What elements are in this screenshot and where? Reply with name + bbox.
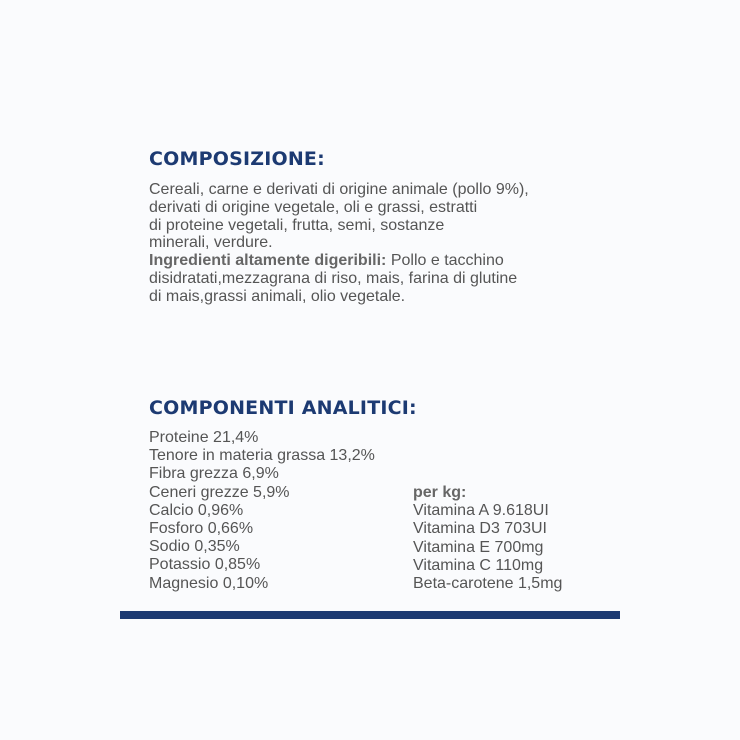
highlight-line [149, 252, 609, 270]
highlight-text: Pollo e tacchino [386, 252, 504, 270]
highlight-line: di mais,grassi animali, olio vegetale. [149, 287, 406, 305]
composition-line: Cereali, carne e derivati di origine animale (pollo 9%), [149, 181, 529, 198]
analytic-item: Proteine 21,4% [149, 429, 259, 446]
composition-line: minerali, verdure. [149, 234, 273, 252]
composition-text [149, 181, 609, 306]
composition-heading: COMPOSIZIONE: [149, 148, 325, 170]
vitamin-item: Beta-carotene 1,5mg [413, 575, 563, 593]
analytic-item: Calcio 0,96% [149, 501, 244, 519]
analytic-item: Tenore in materia grassa 13,2% [149, 447, 375, 465]
per-kg-label: per kg: [413, 484, 467, 501]
analytic-item: Fibra grezza 6,9% [149, 465, 279, 483]
vitamin-item: Vitamina A 9.618UI [413, 502, 549, 520]
analytic-list [149, 429, 375, 593]
vitamin-item: Vitamina E 700mg [413, 538, 544, 556]
vitamin-list [413, 484, 562, 593]
composition-line: derivati di origine vegetale, oli e grassi, estratti [149, 198, 478, 216]
analytic-heading: COMPONENTI ANALITICI: [149, 397, 417, 419]
analytic-item: Ceneri grezze 5,9% [149, 483, 290, 501]
analytic-item: Potassio 0,85% [149, 556, 261, 574]
analytic-item: Sodio 0,35% [149, 538, 240, 556]
highlight-label: Ingredienti altamente digeribili: [149, 252, 387, 270]
analytic-item: Magnesio 0,10% [149, 574, 269, 592]
vitamin-item: Vitamina D3 703UI [413, 520, 547, 538]
composition-line: di proteine vegetali, frutta, semi, sostanze [149, 216, 445, 234]
highlight-line: disidratati,mezzagrana di riso, mais, farina di glutine [149, 269, 518, 287]
bottom-divider [120, 611, 620, 619]
vitamin-item: Vitamina C 110mg [413, 556, 544, 574]
analytic-item: Fosforo 0,66% [149, 520, 254, 538]
